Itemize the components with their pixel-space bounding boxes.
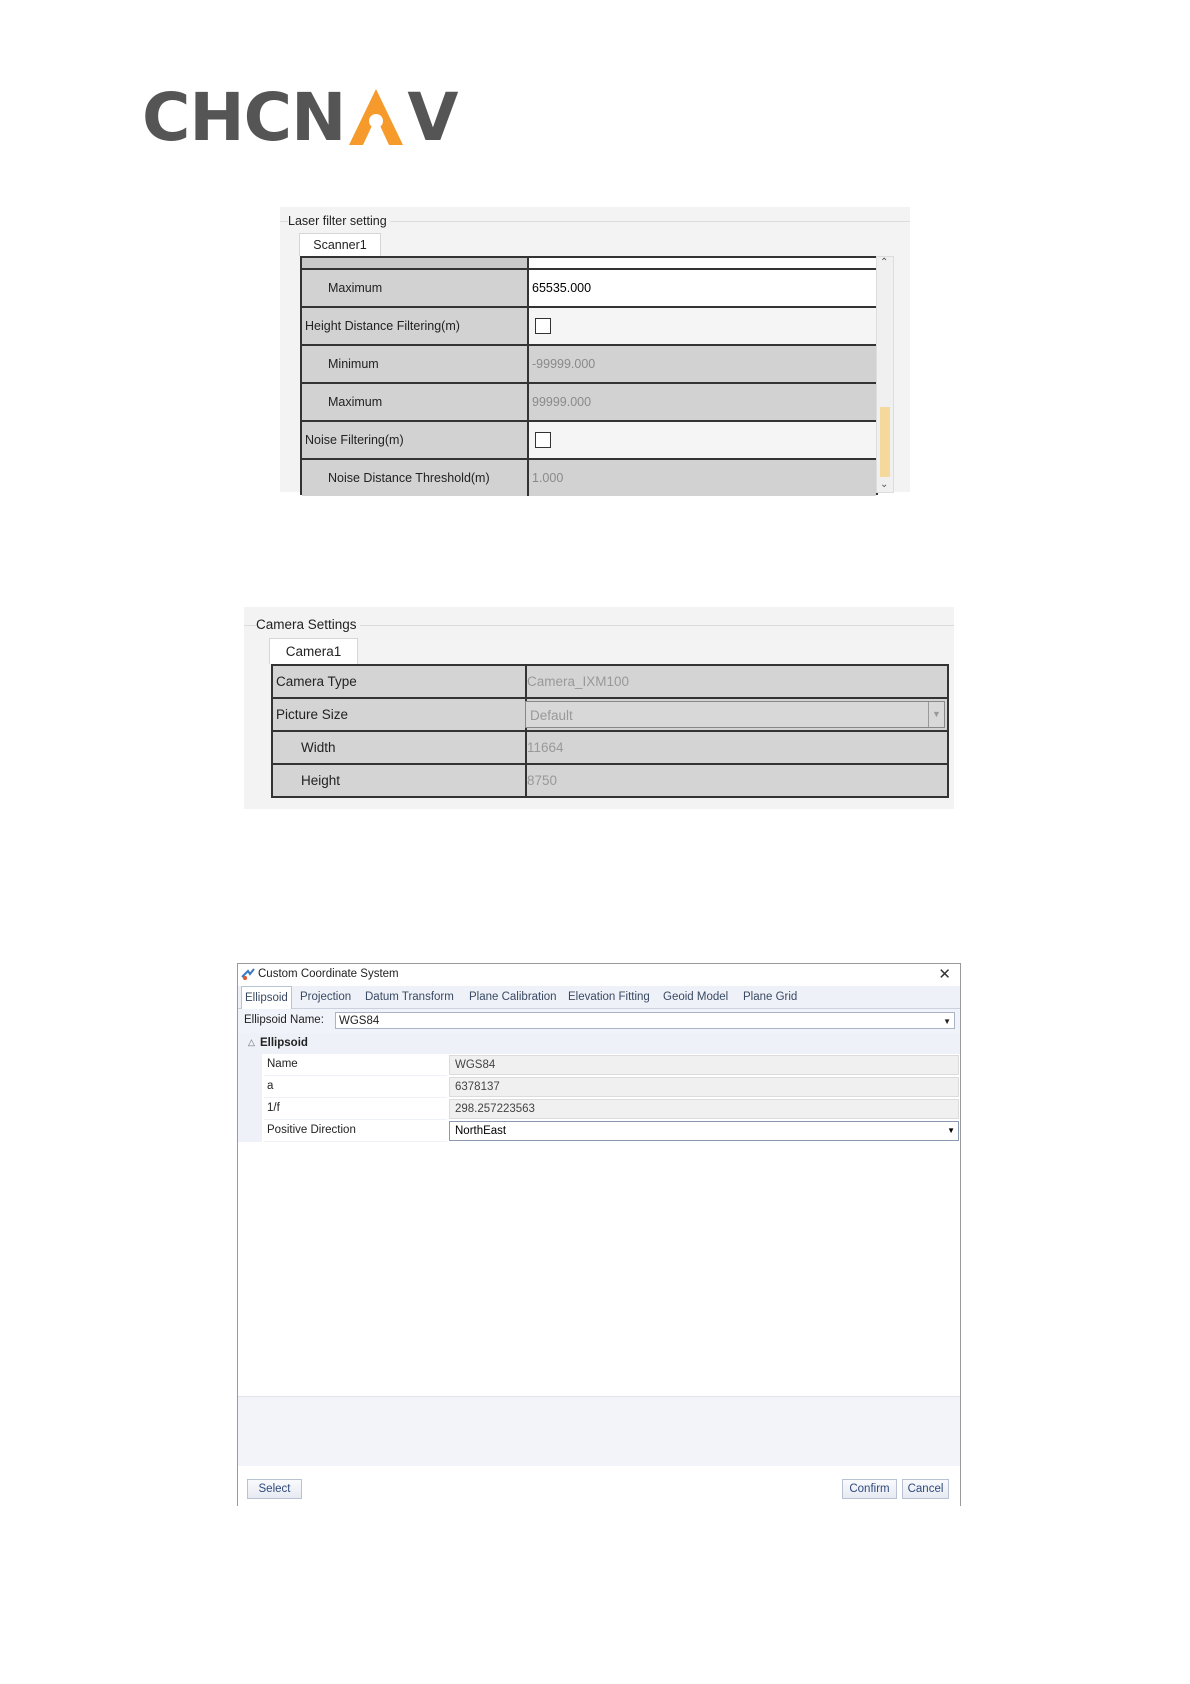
grid-top-strip — [302, 258, 876, 268]
property-label: Height — [273, 765, 527, 796]
tab-scanner1[interactable]: Scanner1 — [299, 233, 381, 256]
property-label: a — [264, 1076, 447, 1098]
ellipsoid-name-dropdown[interactable] — [335, 1012, 955, 1029]
property-row — [264, 1076, 959, 1098]
confirm-button[interactable]: Confirm — [842, 1479, 897, 1499]
close-icon[interactable]: ✕ — [938, 966, 951, 983]
scroll-down-icon[interactable]: ⌄ — [880, 479, 889, 490]
laser-property-grid — [300, 256, 878, 495]
laser-filter-panel — [280, 207, 910, 492]
ellipsoid-name-bar — [238, 1009, 960, 1033]
property-label: Noise Filtering(m) — [302, 422, 529, 458]
height-min-value: -99999.000 — [529, 346, 876, 382]
property-label: Noise Distance Threshold(m) — [302, 460, 529, 496]
property-row — [273, 730, 947, 763]
max-range-input[interactable]: 65535.000 — [529, 270, 876, 306]
chevron-down-icon[interactable]: ▼ — [943, 1017, 951, 1026]
group-label: Ellipsoid — [260, 1037, 308, 1049]
property-row — [273, 697, 947, 730]
laser-scrollbar[interactable] — [876, 256, 894, 493]
property-label: Picture Size — [273, 699, 527, 730]
property-row — [302, 344, 876, 382]
ellipsoid-name-label: Ellipsoid Name: — [244, 1014, 324, 1026]
grid-gutter — [238, 1054, 262, 1142]
property-row — [264, 1054, 959, 1076]
picture-size-value: Default — [530, 708, 573, 723]
chevron-down-icon[interactable]: ▼ — [947, 1126, 955, 1135]
property-label: 1/f — [264, 1098, 447, 1120]
laser-filter-title: Laser filter setting — [288, 214, 390, 228]
tab-ellipsoid[interactable]: Ellipsoid — [241, 986, 292, 1009]
height-filter-checkbox[interactable] — [535, 318, 551, 334]
dialog-footer — [238, 1466, 960, 1506]
scroll-thumb[interactable] — [880, 407, 890, 477]
property-row — [302, 458, 876, 496]
scroll-up-icon[interactable]: ⌃ — [880, 257, 889, 268]
tab-projection[interactable]: Projection — [300, 991, 352, 1003]
camera-property-grid — [271, 664, 949, 798]
inverse-flattening-value: 298.257223563 — [449, 1099, 959, 1119]
noise-filter-cell — [529, 422, 876, 458]
property-row — [302, 268, 876, 306]
cancel-button[interactable]: Cancel — [902, 1479, 949, 1499]
width-value: 11664 — [527, 740, 564, 755]
property-row — [302, 420, 876, 458]
height-max-value: 99999.000 — [529, 384, 876, 420]
tab-datum-transform[interactable]: Datum Transform — [365, 991, 454, 1003]
description-area — [238, 1396, 960, 1467]
property-label: Maximum — [302, 270, 529, 306]
property-row — [264, 1120, 959, 1142]
tab-geoid-model[interactable]: Geoid Model — [663, 991, 729, 1003]
property-row — [302, 306, 876, 344]
ellipsoid-name-value: WGS84 — [339, 1015, 380, 1027]
dialog-tabs — [238, 986, 960, 1009]
property-label: Width — [273, 732, 527, 763]
property-label: Minimum — [302, 346, 529, 382]
property-label: Camera Type — [273, 666, 527, 697]
custom-coordinate-system-dialog — [237, 963, 961, 1506]
logo-text-left: CHCN — [142, 78, 346, 156]
dialog-titlebar — [238, 964, 960, 986]
camera-settings-panel — [244, 607, 954, 809]
tab-plane-grid[interactable]: Plane Grid — [743, 991, 798, 1003]
chcnav-logo — [142, 78, 458, 156]
tab-plane-calibration[interactable]: Plane Calibration — [469, 991, 557, 1003]
ellipsoid-group-header[interactable] — [238, 1033, 960, 1054]
property-label: Maximum — [302, 384, 529, 420]
property-label: Height Distance Filtering(m) — [302, 308, 529, 344]
property-row — [302, 382, 876, 420]
positive-direction-value: NorthEast — [455, 1125, 507, 1137]
noise-threshold-value: 1.000 — [529, 460, 876, 496]
property-row — [273, 666, 947, 697]
dialog-title: Custom Coordinate System — [258, 968, 399, 980]
collapse-icon[interactable]: △ — [248, 1037, 255, 1047]
noise-filter-checkbox[interactable] — [535, 432, 551, 448]
property-row — [273, 763, 947, 796]
picture-size-dropdown[interactable] — [525, 701, 945, 728]
positive-direction-dropdown[interactable] — [449, 1121, 959, 1141]
tab-elevation-fitting[interactable]: Elevation Fitting — [568, 991, 650, 1003]
logo-text-right: V — [407, 78, 458, 156]
app-icon — [241, 968, 255, 983]
property-label: Name — [264, 1054, 447, 1076]
property-row — [264, 1098, 959, 1120]
camera-type-value: Camera_IXM100 — [527, 674, 630, 689]
logo-a-icon — [347, 87, 405, 147]
height-value: 8750 — [527, 773, 558, 788]
name-value: WGS84 — [449, 1055, 959, 1075]
height-filter-cell — [529, 308, 876, 344]
select-button[interactable]: Select — [247, 1479, 302, 1499]
camera-settings-title: Camera Settings — [256, 617, 360, 632]
semi-major-axis-value: 6378137 — [449, 1077, 959, 1097]
tab-camera1[interactable]: Camera1 — [269, 638, 358, 664]
property-label: Positive Direction — [264, 1120, 447, 1142]
chevron-down-icon[interactable]: ▼ — [928, 702, 944, 727]
